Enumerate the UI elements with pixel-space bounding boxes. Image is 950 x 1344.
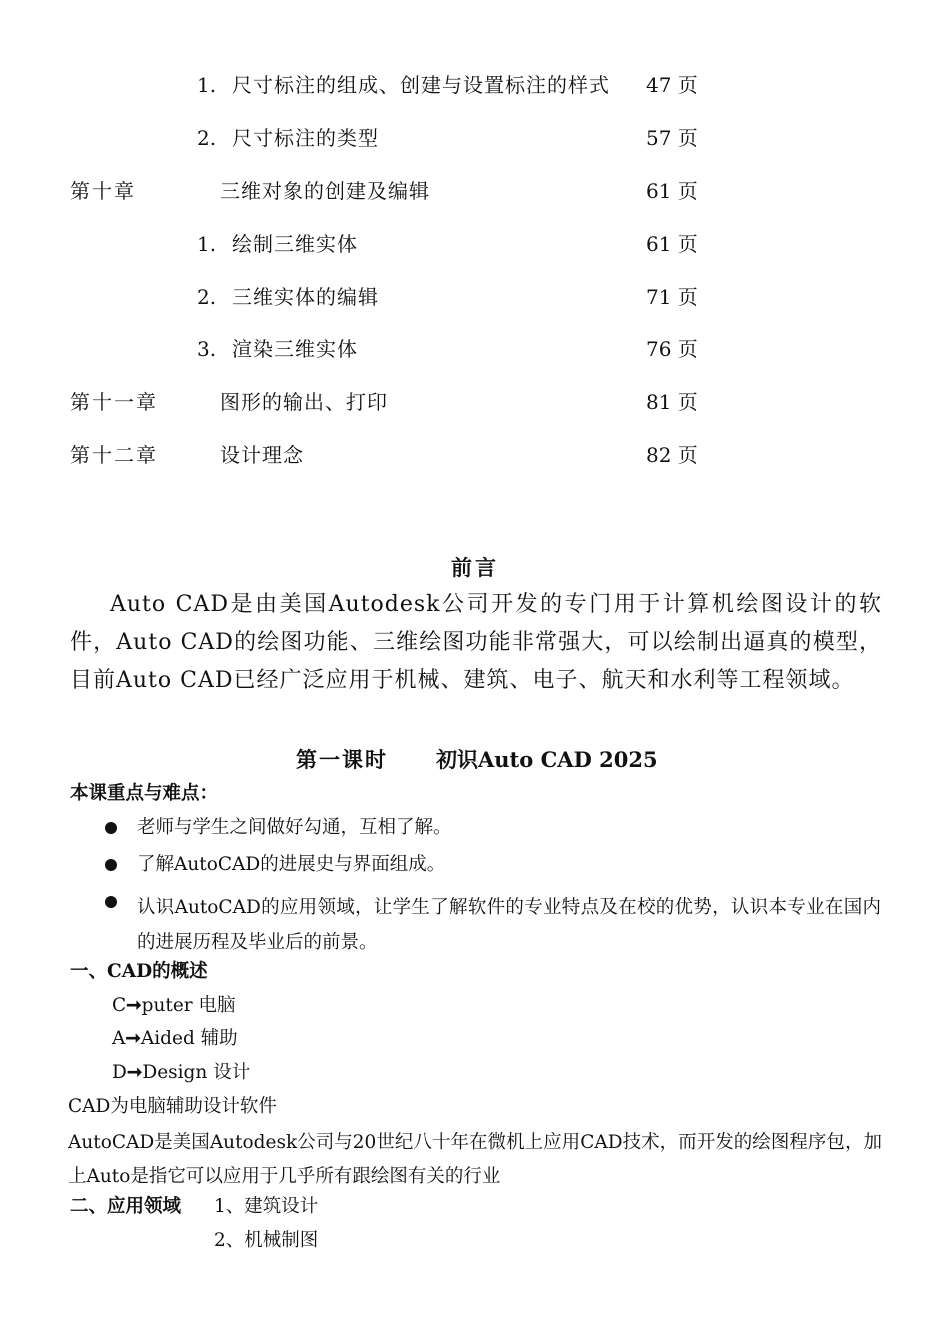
toc-page: 47 页 xyxy=(646,73,698,97)
lesson-title-right: 初识Auto CAD 2025 xyxy=(436,747,658,772)
toc-title: 图形的输出、打印 xyxy=(220,390,388,414)
application-item: 2、机械制图 xyxy=(214,1230,319,1251)
section-heading: 二、应用领域 xyxy=(70,1196,182,1217)
toc-chapter: 第十章 xyxy=(70,179,136,203)
application-item: 1、建筑设计 xyxy=(214,1196,319,1217)
toc-page: 82 页 xyxy=(646,443,698,467)
bullet-icon xyxy=(105,822,117,834)
cad-text: Aided 辅助 xyxy=(140,1028,238,1049)
toc-chapter: 第十二章 xyxy=(70,443,158,467)
bullet-text: 认识AutoCAD的应用领域，让学生了解软件的专业特点及在校的优势，认识本专业在国内的进展历程及毕业后的前景。 xyxy=(137,897,881,953)
cad-text: puter 电脑 xyxy=(141,995,236,1016)
cad-letter: D xyxy=(112,1062,127,1083)
lesson-title-left: 第一课时 xyxy=(296,747,388,772)
autocad-definition: AutoCAD是美国Autodesk公司与20世纪八十年在微机上应用CAD技术，而开发的绘图程序包，加上Auto是指它可以应用于几乎所有跟绘图有关的行业 xyxy=(68,1132,882,1187)
bullet-icon xyxy=(105,859,117,871)
toc-title: 绘制三维实体 xyxy=(232,232,358,256)
bullet-text: 了解AutoCAD的进展史与界面组成。 xyxy=(137,854,446,875)
toc-title: 设计理念 xyxy=(220,443,304,467)
key-points-label: 本课重点与难点： xyxy=(70,783,219,804)
bullet-text: 老师与学生之间做好勾通，互相了解。 xyxy=(137,817,452,838)
cad-letter: A xyxy=(112,1028,126,1049)
right-arrow-icon: ➞ xyxy=(126,995,142,1016)
toc-page: 57 页 xyxy=(646,126,698,150)
toc-title: 三维对象的创建及编辑 xyxy=(220,179,430,203)
cad-line xyxy=(112,1027,238,1051)
toc-page: 81 页 xyxy=(646,390,698,414)
right-arrow-icon: ➞ xyxy=(125,1028,141,1049)
toc-page: 76 页 xyxy=(646,337,698,361)
cad-line xyxy=(112,994,236,1018)
section-heading: 一、CAD的概述 xyxy=(70,961,208,982)
toc-chapter: 第十一章 xyxy=(70,390,158,414)
toc-num: 1. xyxy=(197,232,217,256)
toc-title: 尺寸标注的类型 xyxy=(232,126,379,150)
preface-text: Auto CAD是由美国Autodesk公司开发的专门用于计算机绘图设计的软件，Auto CAD的绘图功能、三维绘图功能非常强大，可以绘制出逼真的模型，目前Auto CAD已经广泛应用于机械、建筑、电子、航天和水利等工程领域。 xyxy=(70,592,882,693)
bullet-icon xyxy=(105,896,117,908)
preface-heading: 前言 xyxy=(451,555,499,580)
toc-title: 渲染三维实体 xyxy=(232,337,358,361)
toc-title: 三维实体的编辑 xyxy=(232,285,379,309)
cad-letter: C xyxy=(112,995,127,1016)
toc-num: 2. xyxy=(197,126,217,150)
cad-line xyxy=(112,1061,250,1085)
cad-text: Design 设计 xyxy=(142,1062,251,1083)
toc-num: 3. xyxy=(197,337,217,361)
toc-page: 71 页 xyxy=(646,285,698,309)
toc-page: 61 页 xyxy=(646,232,698,256)
toc-num: 1. xyxy=(197,73,217,97)
toc-page: 61 页 xyxy=(646,179,698,203)
right-arrow-icon: ➞ xyxy=(126,1062,143,1083)
toc-num: 2. xyxy=(197,285,217,309)
toc-title: 尺寸标注的组成、创建与设置标注的样式 xyxy=(232,73,610,97)
cad-definition: CAD为电脑辅助设计软件 xyxy=(68,1096,277,1117)
